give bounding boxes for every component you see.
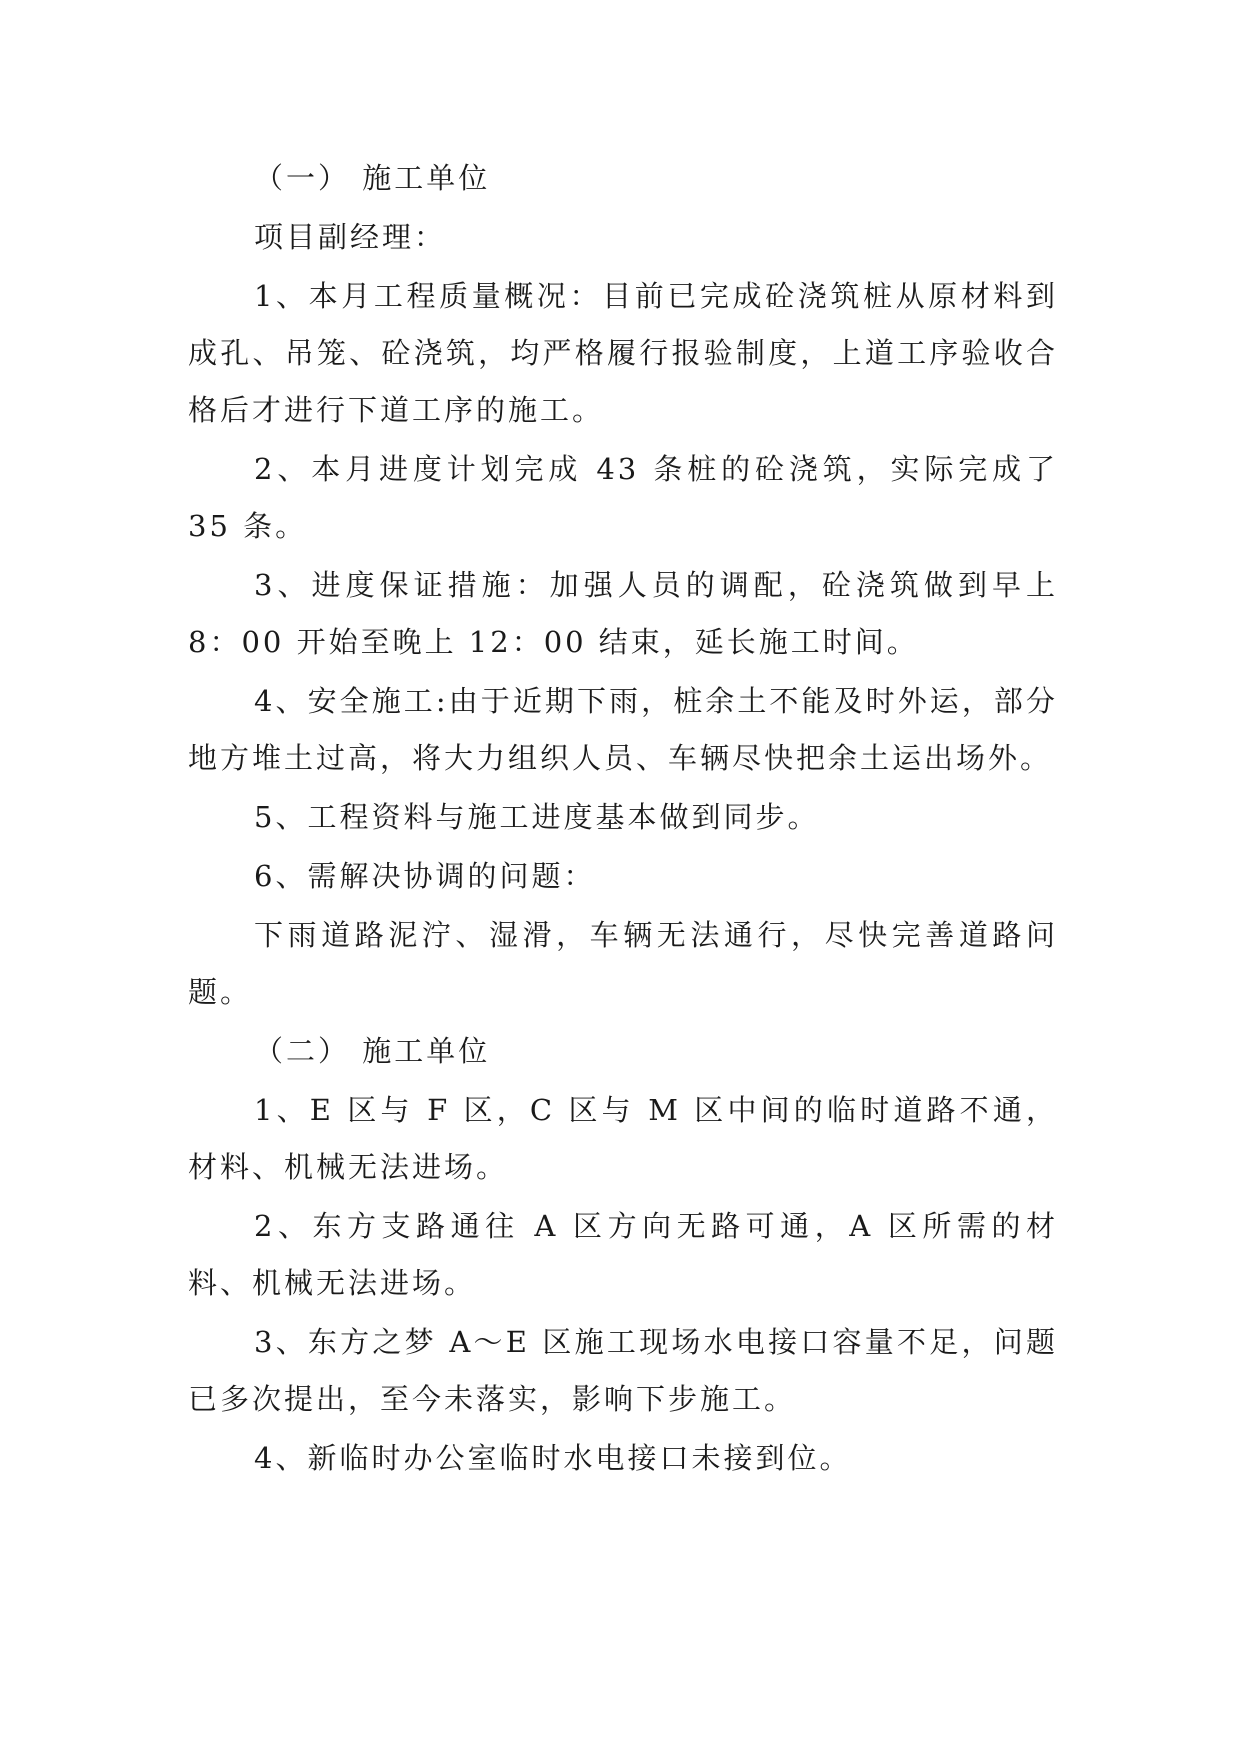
paragraph-s2-item-4: 4、新临时办公室临时水电接口未接到位。 [254,1441,852,1475]
paragraph-item-6-issues: 6、需解决协调的问题： [254,859,596,893]
section-heading-1: （一） 施工单位 [254,161,491,195]
paragraph-s2-item-2: 2、东方支路通往 A 区方向无路可通，A 区所需的材料、机械无法进场。 [188,1209,1058,1300]
paragraph-item-4-safety: 4、安全施工:由于近期下雨，桩余土不能及时外运，部分地方堆土过高，将大力组织人员、车辆尽快把余土运出场外。 [188,684,1058,775]
paragraph-item-1-quality: 1、本月工程质量概况：目前已完成砼浇筑桩从原材料到成孔、吊笼、砼浇筑，均严格履行报验制度，上道工序验收合格后才进行下道工序的施工。 [188,279,1058,427]
paragraph-s2-item-1: 1、E 区与 F 区，C 区与 M 区中间的临时道路不通，材料、机械无法进场。 [188,1093,1058,1184]
paragraph-issue-detail: 下雨道路泥泞、湿滑，车辆无法通行，尽快完善道路问题。 [188,918,1058,1009]
paragraph-item-5-documents: 5、工程资料与施工进度基本做到同步。 [254,800,820,834]
paragraph-deputy-manager: 项目副经理： [254,220,447,254]
document-body [188,150,1058,1489]
paragraph-item-3-measures: 3、进度保证措施：加强人员的调配，砼浇筑做到早上 8：00 开始至晚上 12：00 结束，延长施工时间。 [188,568,1058,659]
paragraph-s2-item-3: 3、东方之梦 A～E 区施工现场水电接口容量不足，问题已多次提出，至今未落实，影响下步施工。 [188,1325,1058,1416]
paragraph-item-2-progress: 2、本月进度计划完成 43 条桩的砼浇筑，实际完成了 35 条。 [188,452,1058,543]
section-heading-2: （二） 施工单位 [254,1034,491,1068]
